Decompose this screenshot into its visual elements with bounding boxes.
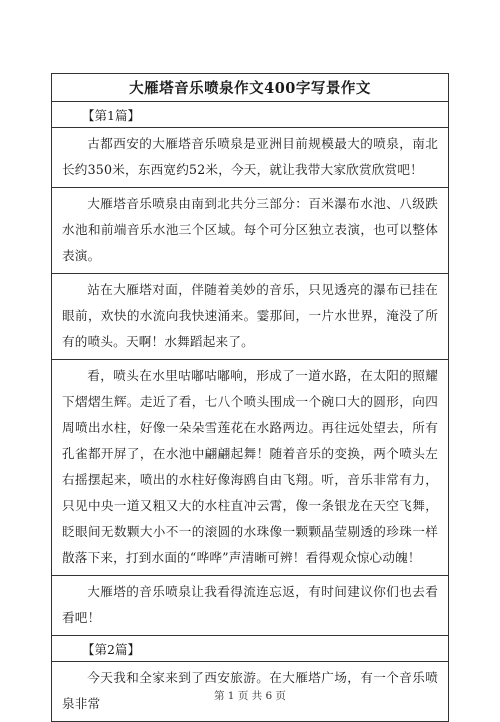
paragraph: 站在大雁塔对面，伴随着美妙的音乐，只见透亮的瀑布已挂在眼前，欢快的水流向我快速涌来。霎那间，一片水世界，淹没了所有的喷头。天啊！水舞蹈起来了。	[52, 274, 448, 360]
paragraph: 古都西安的大雁塔音乐喷泉是亚洲目前规模最大的喷泉，南北长约350米，东西宽约52米，今天，就让我带大家欣赏欣赏吧！	[52, 128, 448, 188]
page-footer: 第 1 页 共 6 页	[213, 690, 287, 702]
paragraph: 今天我和全家来到了西安旅游。在大雁塔广场，有一个音乐喷泉非常	[52, 662, 448, 722]
paragraph: 看，喷头在水里咕嘟咕嘟响，形成了一道水路，在太阳的照耀下熠熠生辉。走近了看，七八个喷头围成一个碗口大的圆形，向四周喷出水柱，好像一朵朵雪莲花在水路两边。再往远处望去，所有孔雀都开屏了，在水池中翩翩起舞！随着音乐的变换，两个喷头左右摇摆起来，喷出的水柱好像海鸥自由飞翔。听，音乐非常有力，只见中央一道又粗又大的水柱直冲云霄，像一条银龙在天空飞舞，眨眼间无数颗大小不一的滚圆的水珠像一颗颗晶莹剔透的珍珠一样散落下来，打到水面的“哗哗”声清晰可辨！看得观众惊心动魄！	[52, 360, 448, 576]
section-heading-2: 【第2篇】	[52, 636, 448, 662]
document-title: 大雁塔音乐喷泉作文400字写景作文	[52, 74, 448, 102]
section-heading-1: 【第1篇】	[52, 102, 448, 128]
paragraph: 大雁塔音乐喷泉由南到北共分三部分：百米瀑布水池、八级跌水池和前端音乐水池三个区域。每个可分区独立表演，也可以整体表演。	[52, 188, 448, 274]
document-table	[51, 73, 449, 722]
paragraph: 大雁塔的音乐喷泉让我看得流连忘返，有时间建议你们也去看看吧！	[52, 576, 448, 636]
